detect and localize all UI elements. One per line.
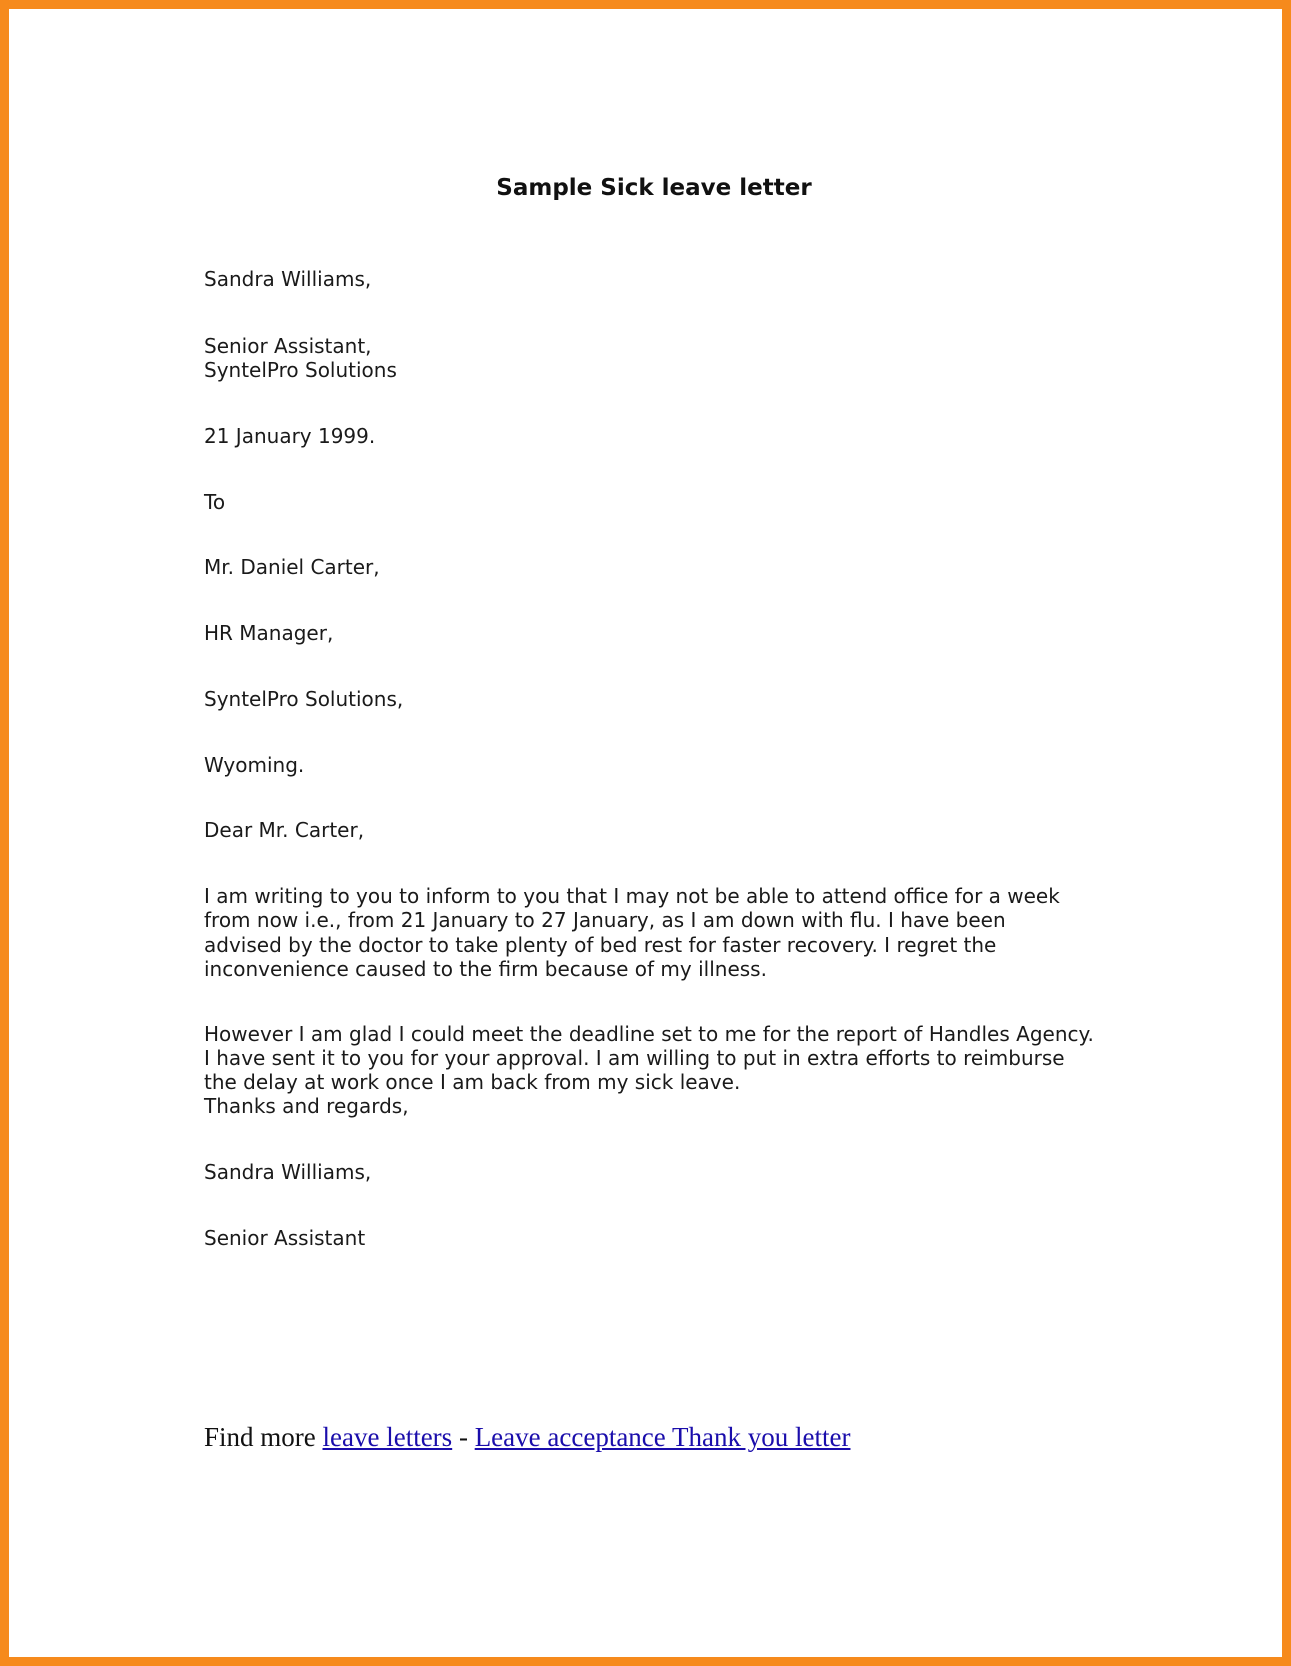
- recipient-location: Wyoming.: [204, 753, 305, 777]
- letter-title: Sample Sick leave letter: [496, 175, 812, 201]
- body-paragraph-1-line-1: I am writing to you to inform to you that I may not be able to attend office for a week: [204, 884, 1060, 908]
- body-paragraph-1-line-2: from now i.e., from 21 January to 27 January, as I am down with flu. I have been: [204, 908, 1006, 932]
- letter-date: 21 January 1999.: [204, 424, 376, 448]
- footer-separator: -: [452, 1422, 475, 1452]
- footer-links: [204, 1421, 850, 1453]
- closing: Thanks and regards,: [204, 1094, 409, 1118]
- leave-acceptance-link[interactable]: Leave acceptance Thank you letter: [474, 1422, 851, 1452]
- signature-title: Senior Assistant: [204, 1226, 366, 1250]
- footer-prefix: Find more: [204, 1422, 323, 1452]
- sender-company: SyntelPro Solutions: [204, 358, 397, 382]
- body-paragraph-1-line-4: inconvenience caused to the firm because of my illness.: [204, 957, 767, 981]
- body-paragraph-2-line-2: I have sent it to you for your approval. I am willing to put in extra efforts to reimburse: [204, 1046, 1065, 1070]
- recipient-name: Mr. Daniel Carter,: [204, 555, 380, 579]
- to-label: To: [204, 490, 226, 514]
- body-paragraph-1-line-3: advised by the doctor to take plenty of bed rest for faster recovery. I regret the: [204, 933, 997, 957]
- signature-name: Sandra Williams,: [204, 1160, 372, 1184]
- body-paragraph-2-line-1: However I am glad I could meet the deadline set to me for the report of Handles Agency.: [204, 1022, 1094, 1046]
- body-paragraph-2-line-3: the delay at work once I am back from my sick leave.: [204, 1070, 741, 1094]
- salutation: Dear Mr. Carter,: [204, 818, 365, 842]
- recipient-title: HR Manager,: [204, 621, 334, 645]
- sender-title: Senior Assistant,: [204, 334, 372, 358]
- sender-name: Sandra Williams,: [204, 267, 372, 291]
- leave-letters-link[interactable]: leave letters: [322, 1422, 453, 1452]
- recipient-company: SyntelPro Solutions,: [204, 687, 404, 711]
